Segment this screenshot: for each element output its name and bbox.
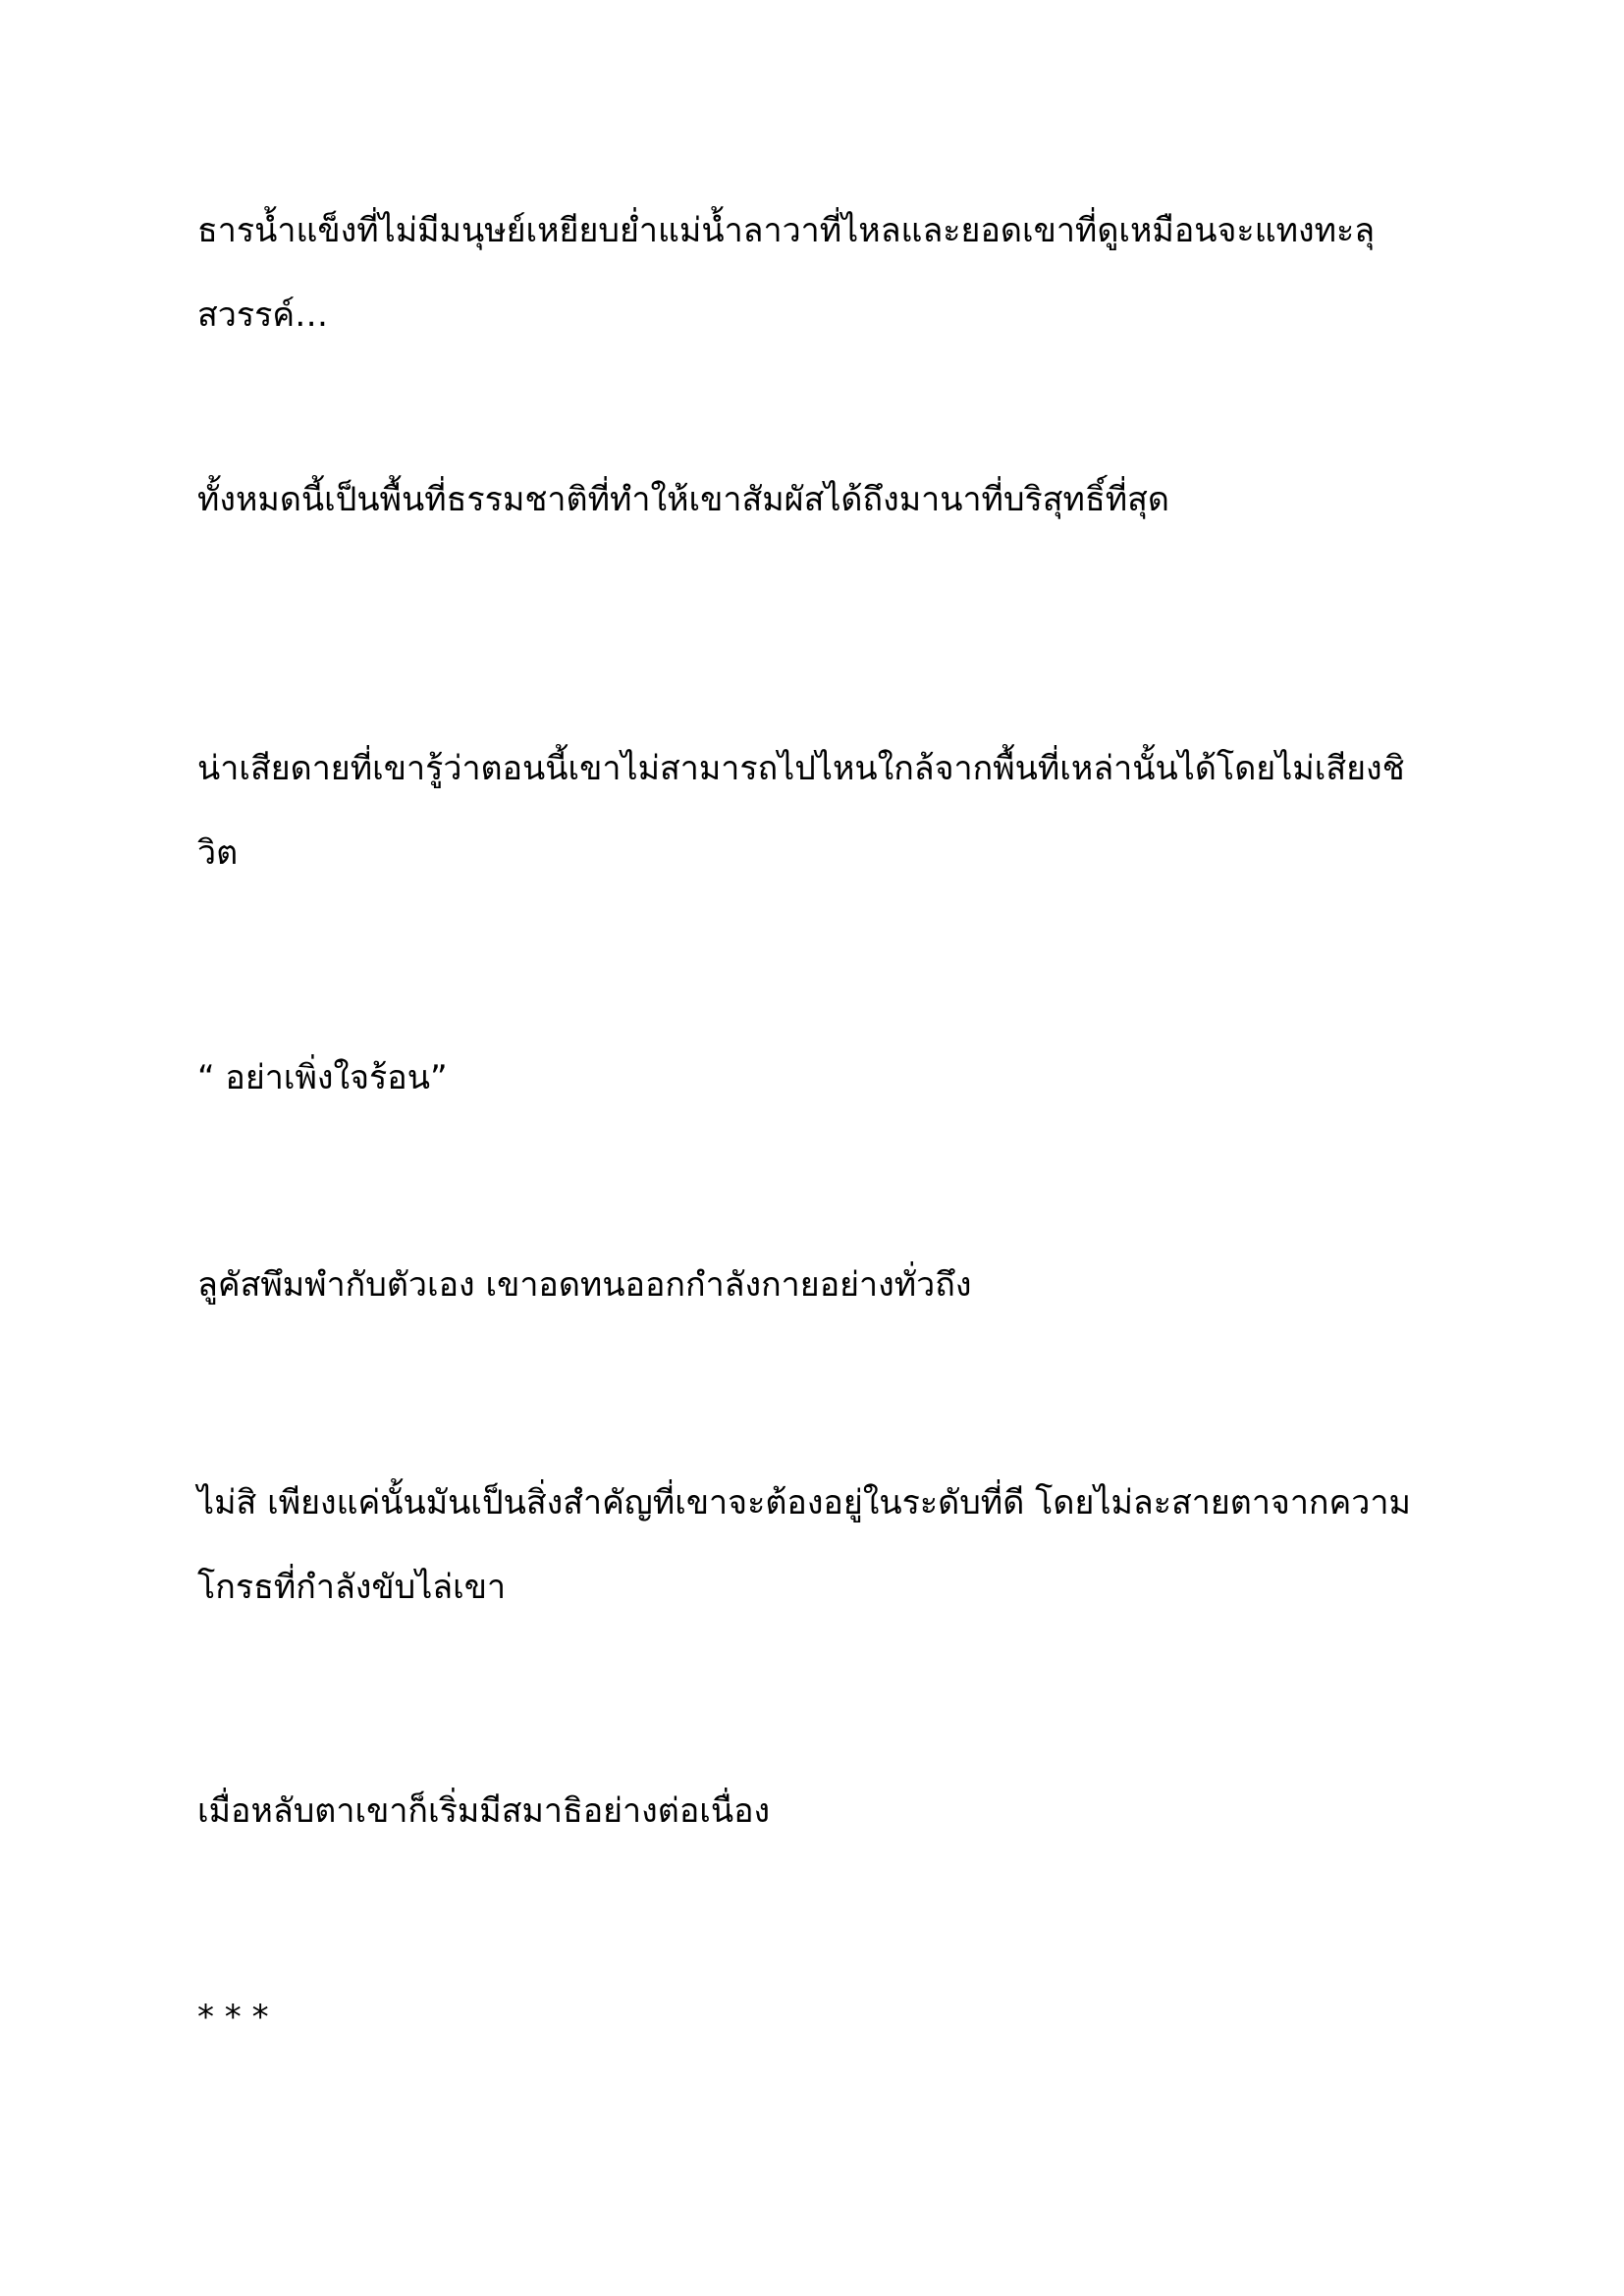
- paragraph: ไม่สิ เพียงแค่นั้นมันเป็นสิ่งสำคัญที่เขาจะต้องอยู่ในระดับที่ดี โดยไม่ละสายตาจากความโกรธที่กำลังขับไล่เขา: [197, 1483, 1411, 1607]
- paragraph: ลูคัสพึมพำกับตัวเอง เขาอดทนออกกำลังกายอย่างทั่วถึง: [197, 1265, 972, 1305]
- paragraph: เมื่อหลับตาเขาก็เริ่มมีสมาธิอย่างต่อเนื่อง: [197, 1791, 771, 1831]
- paragraph: น่าเสียดายที่เขารู้ว่าตอนนี้เขาไม่สามารถไปไหนใกล้จากพื้นที่เหล่านั้นได้โดยไม่เสียงชิวิต: [197, 749, 1405, 873]
- paragraph: ทั้งหมดนี้เป็นพื้นที่ธรรมชาติที่ทำให้เขาสัมผัสได้ถึงมานาที่บริสุทธิ์ที่สุด: [197, 480, 1169, 519]
- paragraph: ธารน้ำแข็งที่ไม่มีมนุษย์เหยียบย่ำแม่น้ำลาวาที่ไหลและยอดเขาที่ดูเหมือนจะแทงทะลุสวรรค์…: [197, 211, 1376, 335]
- scene-break: * * *: [197, 1998, 269, 2037]
- dialogue-line: “ อย่าเพิ่งใจร้อน”: [197, 1058, 448, 1097]
